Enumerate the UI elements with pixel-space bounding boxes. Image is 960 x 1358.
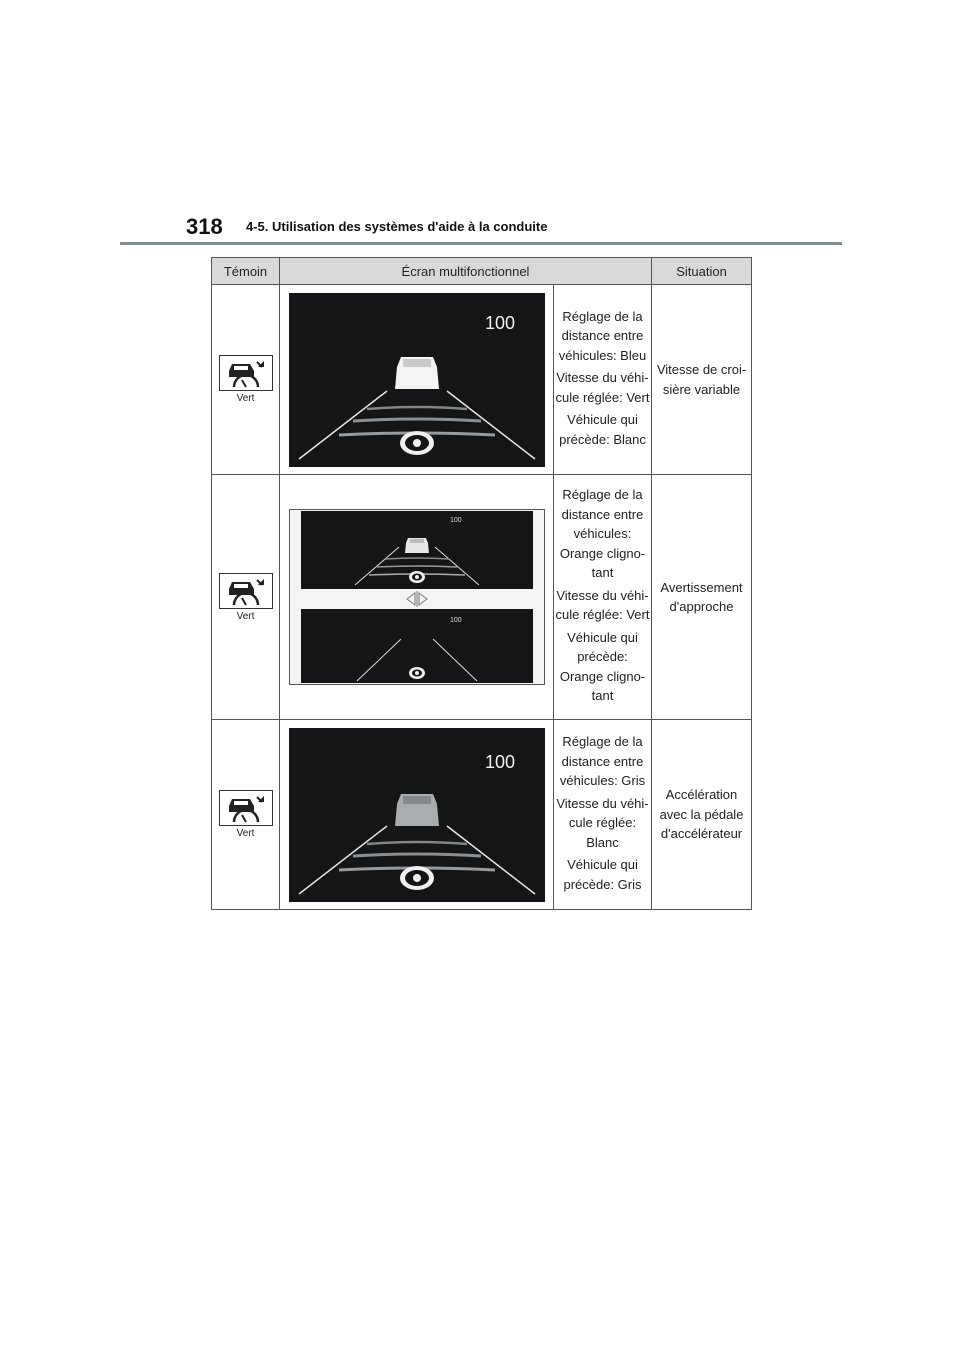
set-speed-text-bottom: 100 (449, 617, 462, 624)
indicator-table (211, 257, 752, 910)
column-header-situation: Situation (652, 258, 752, 285)
screen-cell (280, 285, 554, 475)
screen-cell (280, 475, 554, 720)
indicator-color-label: Vert (236, 610, 255, 622)
section-title: 4-5. Utilisation des systèmes d'aide à la conduite (246, 219, 548, 234)
preceding-vehicle-text: Véhicule qui précède: Blanc (559, 412, 646, 447)
table-row (212, 285, 752, 475)
page-number: 318 (186, 214, 223, 239)
set-speed-text-top: 100 (449, 517, 462, 524)
steering-wheel-icon (400, 431, 434, 455)
distance-setting-text: Réglage de la distance entre véhicules: Orange cligno-tant (559, 487, 646, 581)
steering-wheel-icon (409, 571, 425, 583)
indicator-color-label: Vert (236, 828, 255, 839)
preceding-vehicle-text: Véhicule qui précède: Orange cligno-tant (559, 629, 646, 704)
radar-cruise-control-icon (219, 790, 273, 826)
steering-wheel-icon (409, 667, 425, 679)
situation-cell: Vitesse de croi-sière variable (652, 285, 752, 475)
indicator-cell (212, 475, 280, 720)
steering-wheel-icon (400, 866, 434, 890)
indicator-cell (212, 285, 280, 475)
table-row (212, 720, 752, 910)
situation-cell: Avertissement d'approche (652, 475, 752, 720)
screen-cell (280, 720, 554, 910)
set-speed-text: 100 (484, 751, 515, 772)
column-header-temoin: Témoin (212, 258, 280, 285)
set-speed-text: 100 (484, 312, 515, 333)
indicator-cell (212, 720, 280, 910)
set-speed-color-text: Vitesse du véhi-cule réglée: Vert (555, 587, 650, 623)
situation-cell: Accélération avec la pédale d'accélérateur (652, 720, 752, 910)
indicator-color-label: Vert (236, 393, 255, 404)
preceding-vehicle-text: Véhicule qui précède: Gris (563, 857, 642, 892)
description-cell (554, 475, 652, 720)
set-speed-color-text: Vitesse du véhi-cule réglée: Blanc (556, 795, 649, 850)
multi-info-display-cruise (289, 293, 545, 467)
column-header-ecran: Écran multifonctionnel (280, 258, 652, 285)
radar-cruise-control-icon (219, 355, 273, 391)
multi-info-display-accelerating (289, 728, 545, 902)
radar-cruise-control-icon (219, 573, 273, 609)
distance-setting-text: Réglage de la distance entre véhicules: Gris (559, 734, 646, 788)
table-row (212, 475, 752, 720)
table-header-row (212, 258, 752, 285)
multi-info-display-approach-warning (289, 509, 545, 685)
set-speed-color-text: Vitesse du véhi-cule réglée: Vert (555, 370, 650, 405)
distance-setting-text: Réglage de la distance entre véhicules: Bleu (558, 308, 647, 363)
description-cell (554, 720, 652, 910)
preceding-vehicle-icon (405, 538, 429, 553)
description-cell (554, 285, 652, 475)
header-rule (120, 242, 842, 245)
preceding-vehicle-icon (395, 794, 439, 826)
preceding-vehicle-icon (395, 357, 439, 389)
